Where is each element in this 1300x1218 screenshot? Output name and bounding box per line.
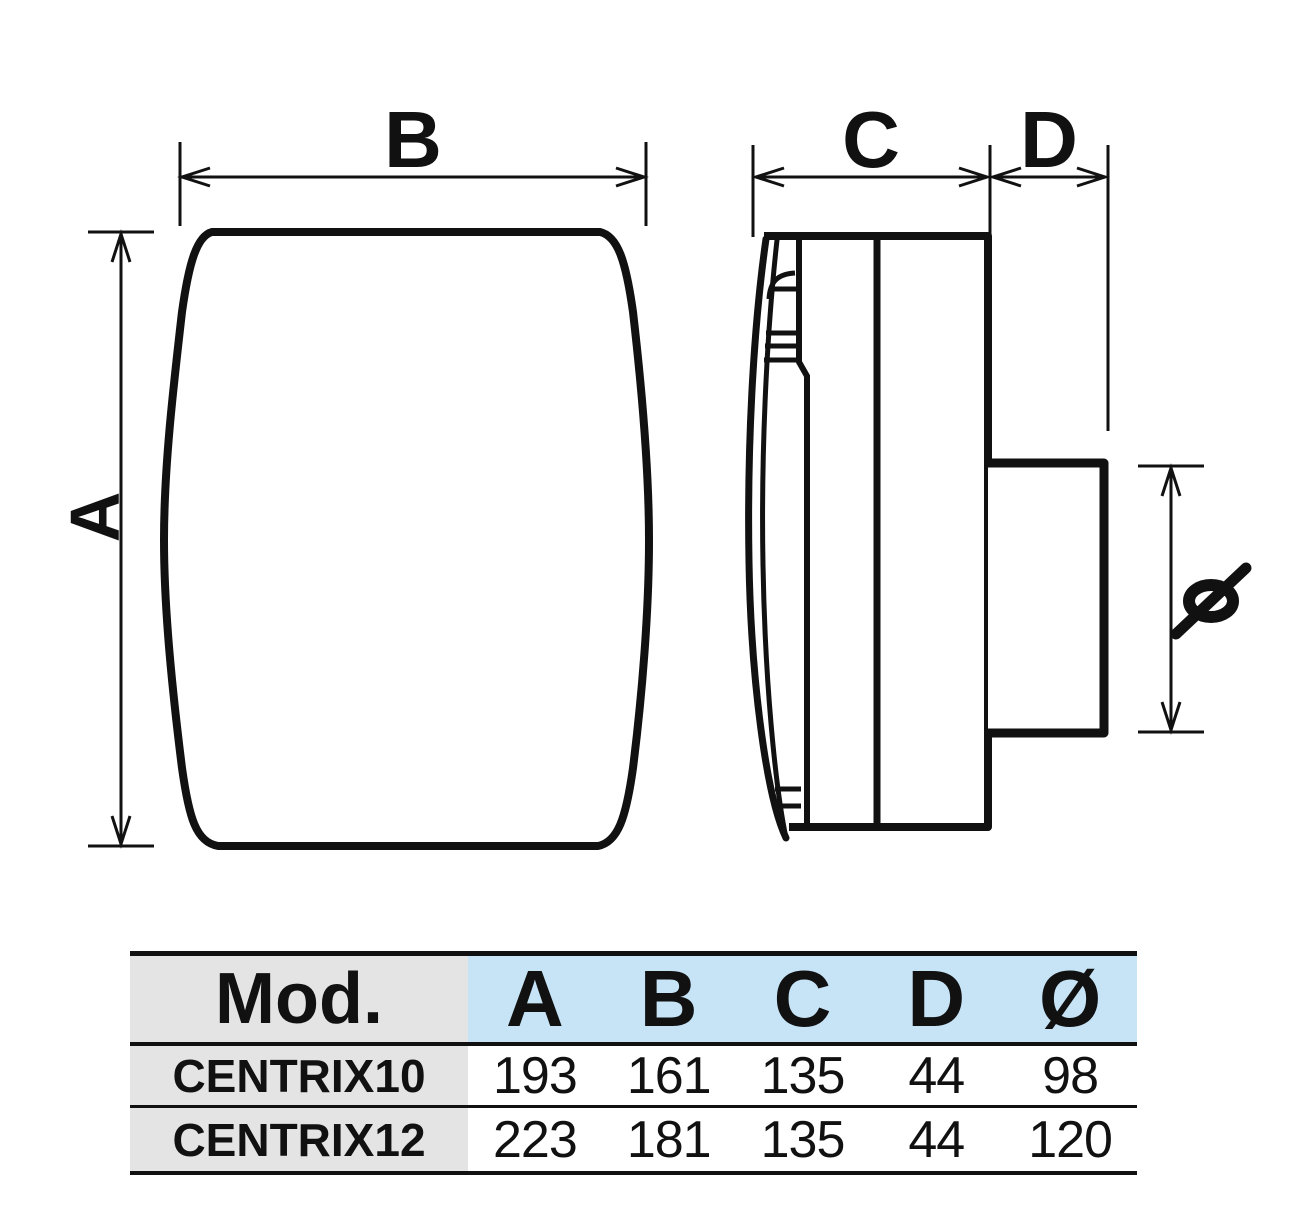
- spec-table-header-row: [130, 956, 1137, 1046]
- value-a: 223: [493, 1110, 577, 1169]
- model-name: CENTRIX10: [130, 1046, 468, 1105]
- value-c: 135: [760, 1110, 845, 1169]
- value-c: 135: [760, 1046, 845, 1105]
- value-b: 161: [626, 1046, 711, 1105]
- model-name: CENTRIX12: [130, 1108, 468, 1171]
- dim-c-label: C: [842, 95, 900, 184]
- value-d: 44: [908, 1046, 965, 1105]
- dim-a-label: A: [56, 491, 134, 543]
- dim-dia-symbol: [1176, 568, 1246, 634]
- dim-b-label: B: [384, 95, 442, 184]
- col-header-c: C: [736, 956, 870, 1042]
- col-header-a: A: [468, 956, 602, 1042]
- front-view-outline: [164, 232, 649, 846]
- table-row-centrix12: [130, 1108, 1137, 1171]
- front-view: [164, 232, 649, 846]
- col-header-d: D: [869, 956, 1003, 1042]
- col-header-b: B: [602, 956, 736, 1042]
- col-header-mod: Mod.: [130, 956, 468, 1042]
- table-row-centrix10: [130, 1046, 1137, 1108]
- value-b: 181: [626, 1110, 711, 1169]
- side-view-duct: [988, 463, 1104, 733]
- dim-d-label: D: [1020, 95, 1078, 184]
- spec-table: [130, 951, 1137, 1175]
- value-d: 44: [908, 1110, 965, 1169]
- side-view: [749, 236, 1104, 838]
- col-header-diameter: Ø: [1003, 956, 1137, 1042]
- value-diameter: 98: [1042, 1046, 1099, 1105]
- dimension-d: [993, 145, 1108, 431]
- value-diameter: 120: [1028, 1110, 1112, 1169]
- value-a: 193: [493, 1046, 577, 1105]
